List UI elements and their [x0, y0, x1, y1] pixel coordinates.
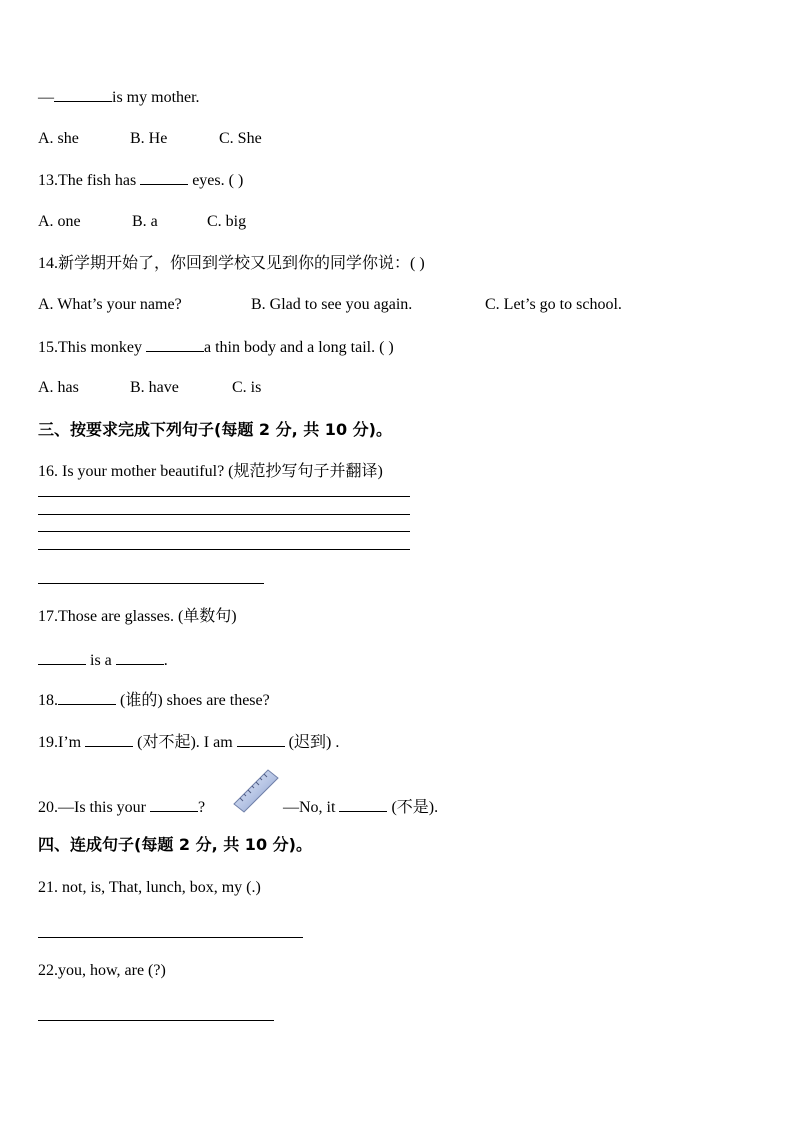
- writing-line[interactable]: [38, 514, 410, 515]
- option-c[interactable]: C. She: [219, 130, 262, 147]
- question-17-stem: 17.Those are glasses. (单数句): [38, 608, 237, 625]
- option-b[interactable]: B. He: [130, 130, 168, 147]
- answer-blank[interactable]: [116, 650, 164, 665]
- option-b[interactable]: B. a: [132, 213, 158, 230]
- option-a[interactable]: A. What’s your name?: [38, 296, 182, 313]
- answer-blank[interactable]: [54, 87, 112, 102]
- ruler-icon: [232, 766, 280, 814]
- answer-line[interactable]: [38, 1020, 274, 1021]
- answer-blank[interactable]: [339, 797, 387, 812]
- answer-blank[interactable]: [237, 732, 285, 747]
- question-15-options: [38, 378, 261, 398]
- question-20-reply: —No, it (不是).: [283, 799, 439, 816]
- option-c[interactable]: C. is: [232, 379, 262, 396]
- option-b[interactable]: B. have: [130, 379, 179, 396]
- question-18-stem: 18. (谁的) shoes are these?: [38, 692, 270, 709]
- question-22-stem: 22.you, how, are (?): [38, 962, 166, 979]
- option-a[interactable]: A. one: [38, 213, 81, 230]
- answer-blank[interactable]: [85, 732, 133, 747]
- section-3-title: 三、按要求完成下列句子(每题 2 分, 共 10 分)。: [38, 420, 392, 439]
- question-13-stem: 13.The fish has eyes. ( ): [38, 172, 244, 189]
- question-12-options: [38, 129, 262, 149]
- answer-blank[interactable]: [140, 170, 188, 185]
- writing-line[interactable]: [38, 549, 410, 550]
- answer-blank[interactable]: [38, 650, 86, 665]
- question-12-stem: — is my mother.: [38, 89, 200, 106]
- question-15-stem: 15.This monkey a thin body and a long tail. ( ): [38, 339, 394, 356]
- question-19-stem: 19.I’m (对不起). I am (迟到) .: [38, 734, 340, 751]
- question-14-stem: 14.新学期开始了，你回到学校又见到你的同学你说：( ): [38, 255, 425, 272]
- option-c[interactable]: C. Let’s go to school.: [485, 296, 622, 313]
- option-b[interactable]: B. Glad to see you again.: [251, 296, 413, 313]
- question-14-options: [38, 295, 622, 315]
- question-16-stem: 16. Is your mother beautiful? (规范抄写句子并翻译): [38, 463, 383, 480]
- option-c[interactable]: C. big: [207, 213, 247, 230]
- question-17-answer: is a .: [38, 650, 168, 671]
- answer-line[interactable]: [38, 937, 303, 938]
- answer-blank[interactable]: [58, 690, 116, 705]
- question-13-options: [38, 212, 246, 232]
- writing-line[interactable]: [38, 496, 410, 497]
- question-21-stem: 21. not, is, That, lunch, box, my (.): [38, 879, 261, 896]
- writing-line[interactable]: [38, 531, 410, 532]
- section-4-title: 四、连成句子(每题 2 分, 共 10 分)。: [38, 835, 312, 854]
- answer-blank[interactable]: [150, 797, 198, 812]
- option-a[interactable]: A. has: [38, 379, 79, 396]
- question-20-stem: 20.—Is this your ?: [38, 799, 206, 816]
- answer-line[interactable]: [38, 583, 264, 584]
- answer-blank[interactable]: [146, 337, 204, 352]
- option-a[interactable]: A. she: [38, 130, 79, 147]
